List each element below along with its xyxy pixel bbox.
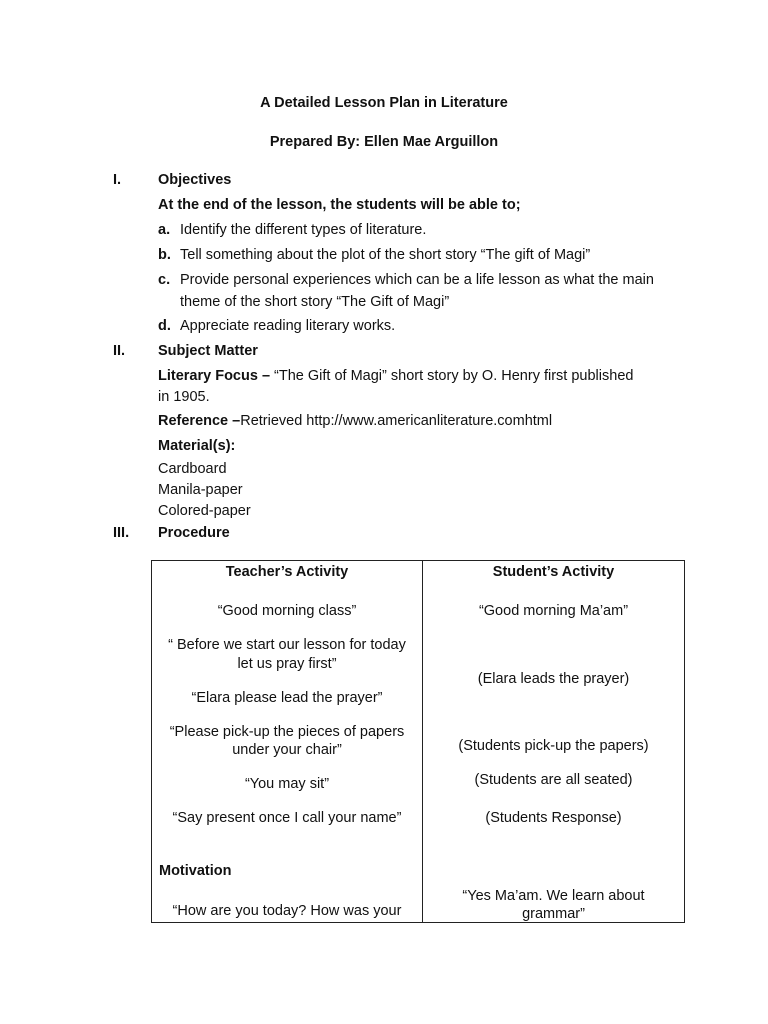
teacher-line: “Please pick-up the pieces of papers [169,724,405,740]
subject-matter-heading: Subject Matter [158,343,258,359]
section-numeral-objectives: I. [113,172,122,188]
material-item: Cardboard [158,461,227,477]
objective-letter: d. [158,318,171,334]
teacher-motivation-line: “How are you today? How was your [172,903,402,919]
section-numeral-procedure: III. [113,525,130,541]
objective-text-continuation: theme of the short story “The Gift of Magi” [180,294,450,310]
student-line: (Elara leads the prayer) [477,671,630,687]
objective-item-d [158,318,395,334]
reference-label: Reference – [158,413,241,429]
reference [158,413,552,429]
student-line: grammar” [522,906,585,922]
procedure-heading: Procedure [158,525,230,541]
objectives-heading: Objectives [158,172,232,188]
objective-item-a [158,222,426,238]
student-line: (Students pick-up the papers) [458,738,649,754]
student-line: “Yes Ma’am. We learn about [462,888,645,904]
document-title: A Detailed Lesson Plan in Literature [260,95,508,111]
literary-focus-text: “The Gift of Magi” short story by O. Henry first published [270,368,634,384]
student-line: “Good morning Ma’am” [478,603,629,619]
student-activity-column [423,561,685,923]
objective-text: Identify the different types of literature. [180,222,427,238]
materials-label: Material(s): [158,438,236,454]
objectives-intro: At the end of the lesson, the students will be able to; [158,197,521,213]
student-activity-header: Student’s Activity [492,564,615,580]
teacher-line: “Elara please lead the prayer” [191,690,383,706]
objective-letter: a. [158,222,171,238]
literary-focus-continuation: in 1905. [158,389,210,405]
procedure-table [151,560,685,923]
objective-item-c [158,272,654,288]
objective-letter: c. [158,272,171,288]
material-item: Colored-paper [158,503,251,519]
material-item: Manila-paper [158,482,243,498]
teacher-line: let us pray first” [237,656,337,672]
reference-text: Retrieved http://www.americanliterature.comhtml [240,413,553,429]
motivation-label: Motivation [159,863,232,879]
teacher-line: under your chair” [232,742,342,758]
objective-text: Tell something about the plot of the short story “The gift of Magi” [180,247,591,263]
objective-text: Appreciate reading literary works. [180,318,396,334]
student-line: (Students are all seated) [474,772,633,788]
literary-focus-label: Literary Focus – [158,368,271,384]
teacher-activity-column [152,561,423,923]
teacher-line: “ Before we start our lesson for today [168,637,406,653]
section-numeral-subject-matter: II. [113,343,126,359]
objective-text: Provide personal experiences which can be a life lesson as what the main [180,272,654,288]
prepared-by: Prepared By: Ellen Mae Arguillon [269,134,499,150]
student-line: (Students Response) [485,810,622,826]
objective-item-b [158,247,590,263]
objective-letter: b. [158,247,171,263]
teacher-line: “Good morning class” [217,603,357,619]
teacher-line: “You may sit” [244,776,330,792]
teacher-activity-header: Teacher’s Activity [225,564,349,580]
literary-focus [158,368,633,384]
teacher-line: “Say present once I call your name” [172,810,402,826]
